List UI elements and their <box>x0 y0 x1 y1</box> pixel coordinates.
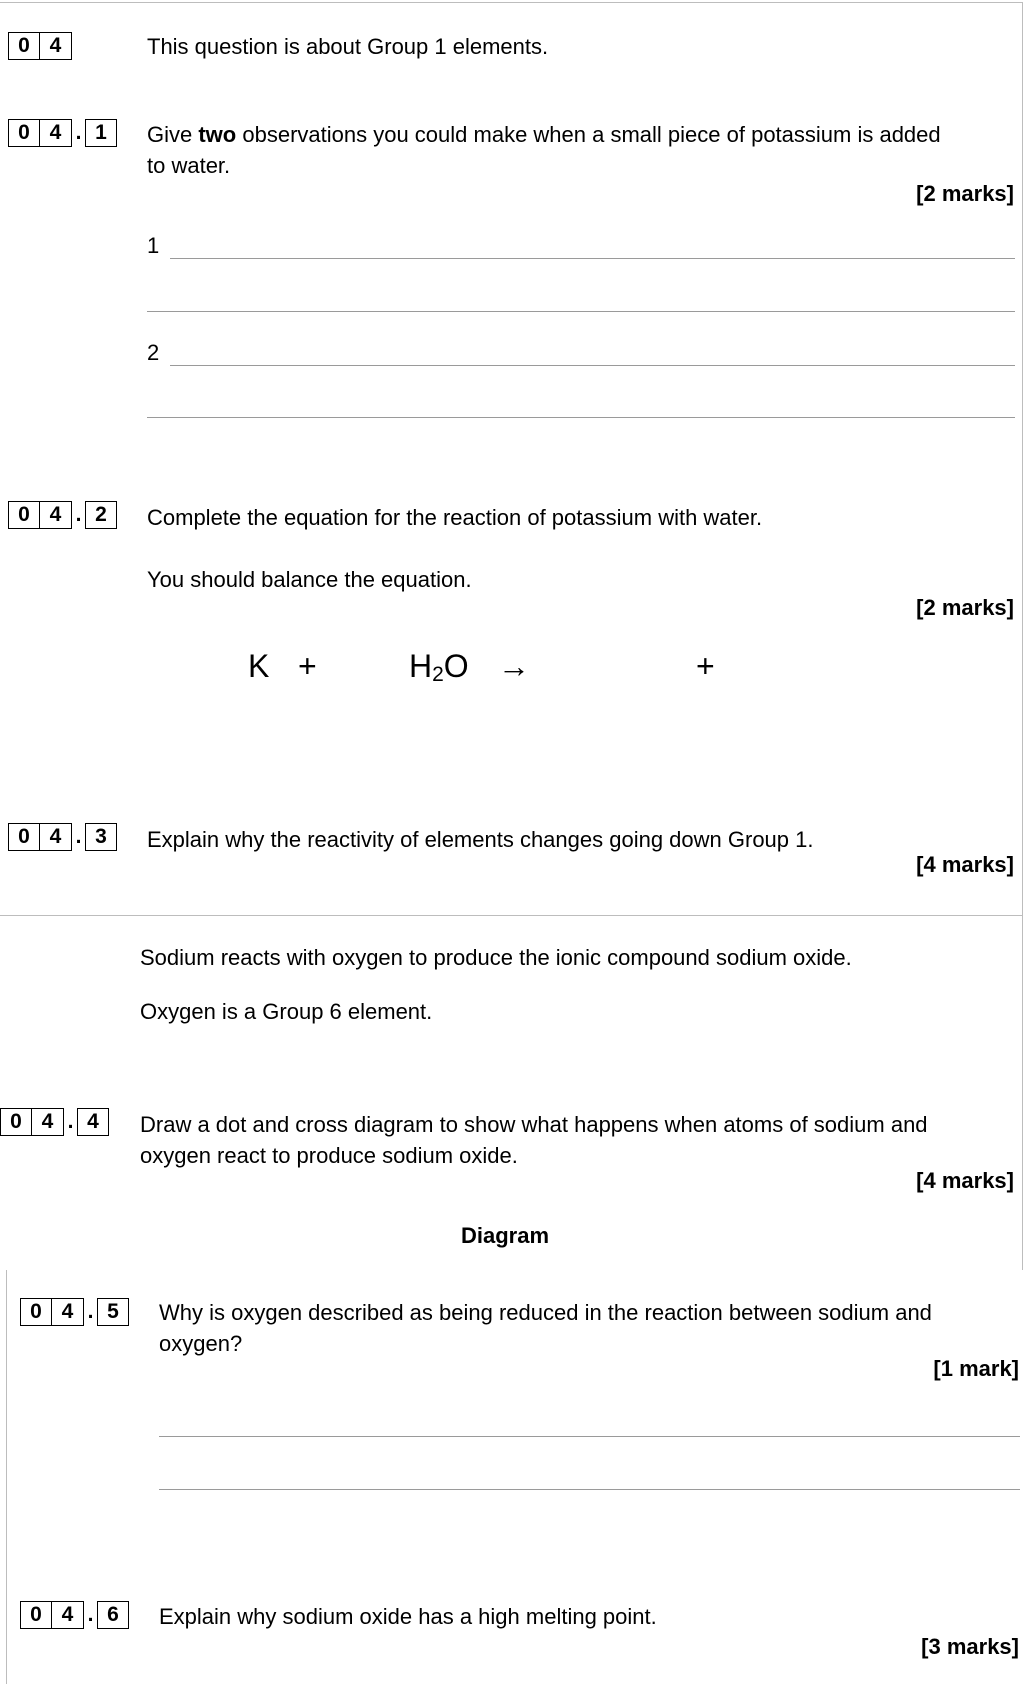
marks-label: [2 marks] <box>916 595 1014 620</box>
diagram-label: Diagram <box>461 1223 550 1248</box>
water-o: O <box>443 648 469 684</box>
digit: 4 <box>40 823 72 851</box>
instruction-text: You should balance the equation. <box>147 567 472 592</box>
answer-label-1: 1 <box>147 233 160 258</box>
question-number-04-1 <box>8 118 117 148</box>
equation-plus: + <box>298 648 317 684</box>
equation-arrow: → <box>498 648 530 684</box>
question-text: Why is oxygen described as being reduced in the reaction between sodium and <box>159 1300 932 1325</box>
question-number-04-4 <box>0 1107 109 1137</box>
question-number-04-3 <box>8 822 117 852</box>
water-h: H <box>409 648 433 684</box>
answer-label-2: 2 <box>147 340 160 365</box>
question-number-04-5 <box>20 1297 129 1327</box>
digit: 5 <box>97 1298 129 1326</box>
digit: 4 <box>52 1601 84 1629</box>
answer-line[interactable] <box>170 365 1015 366</box>
answer-line[interactable] <box>147 417 1015 418</box>
context-text: Sodium reacts with oxygen to produce the ionic compound sodium oxide. <box>140 945 852 970</box>
marks-label: [4 marks] <box>916 1168 1014 1193</box>
question-text: Complete the equation for the reaction of potassium with water. <box>147 505 763 530</box>
question-number-04-6 <box>20 1600 129 1630</box>
digit: 0 <box>8 119 40 147</box>
page-right-border <box>1022 2 1023 1270</box>
question-text <box>147 119 941 150</box>
question-text-line2: to water. <box>147 153 231 178</box>
digit: 0 <box>20 1601 52 1629</box>
digit: 3 <box>85 823 117 851</box>
context-text: Oxygen is a Group 6 element. <box>140 999 433 1024</box>
decimal-point: . <box>87 1300 94 1323</box>
digit: 0 <box>8 501 40 529</box>
digit: 4 <box>52 1298 84 1326</box>
digit: 4 <box>40 32 72 60</box>
decimal-point: . <box>75 503 82 526</box>
digit: 4 <box>40 119 72 147</box>
emphasis-word: two <box>198 122 237 147</box>
decimal-point: . <box>75 825 82 848</box>
decimal-point: . <box>75 121 82 144</box>
question-text: Explain why the reactivity of elements changes going down Group 1. <box>147 827 814 852</box>
digit: 2 <box>85 501 117 529</box>
digit: 0 <box>8 823 40 851</box>
answer-line[interactable] <box>159 1489 1020 1490</box>
question-text-pre: Give <box>147 122 199 147</box>
water-subscript: 2 <box>432 663 444 686</box>
page-top-border <box>0 2 1022 3</box>
marks-label: [4 marks] <box>916 852 1014 877</box>
decimal-point: . <box>87 1603 94 1626</box>
question-text: Explain why sodium oxide has a high melting point. <box>159 1604 657 1629</box>
question-number-04-2 <box>8 500 117 530</box>
question-intro: This question is about Group 1 elements. <box>147 34 549 59</box>
digit: 1 <box>85 119 117 147</box>
answer-line[interactable] <box>147 311 1015 312</box>
decimal-point: . <box>67 1110 74 1133</box>
question-text-line2: oxygen react to produce sodium oxide. <box>140 1143 518 1168</box>
digit: 0 <box>20 1298 52 1326</box>
lower-left-border <box>6 1270 7 1684</box>
digit: 4 <box>32 1108 64 1136</box>
digit: 4 <box>40 501 72 529</box>
question-number-04 <box>8 31 72 61</box>
marks-label: [2 marks] <box>916 181 1014 206</box>
answer-line[interactable] <box>159 1436 1020 1437</box>
equation-water <box>409 646 469 686</box>
equation-potassium: K <box>248 648 270 684</box>
digit: 6 <box>97 1601 129 1629</box>
equation-plus: + <box>696 648 715 684</box>
section-divider <box>0 915 1022 916</box>
answer-line[interactable] <box>170 258 1015 259</box>
digit: 0 <box>0 1108 32 1136</box>
question-text: Draw a dot and cross diagram to show what happens when atoms of sodium and <box>140 1112 928 1137</box>
question-text-post: observations you could make when a small piece of potassium is added <box>236 122 941 147</box>
marks-label: [1 mark] <box>933 1356 1019 1381</box>
digit: 4 <box>77 1108 109 1136</box>
digit: 0 <box>8 32 40 60</box>
question-text-line2: oxygen? <box>159 1331 243 1356</box>
marks-label: [3 marks] <box>921 1634 1019 1659</box>
